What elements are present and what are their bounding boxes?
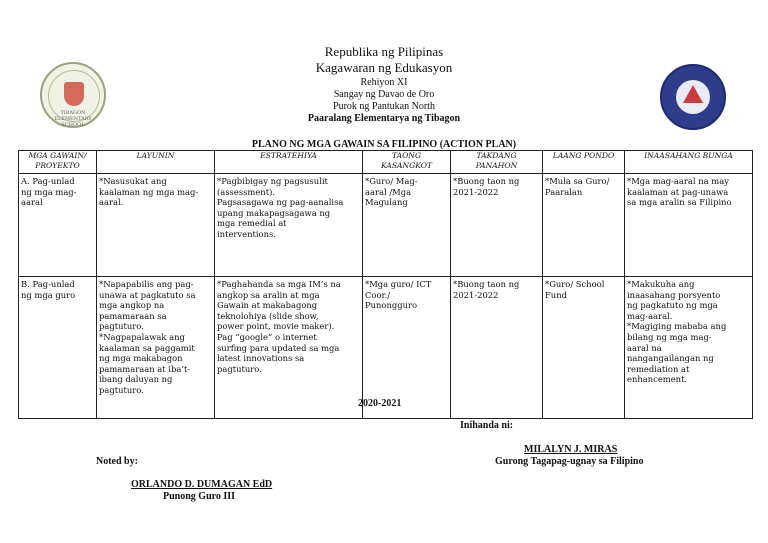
table-cell: A. Pag-unlad ng mga mag- aaral xyxy=(19,174,97,277)
table-header-row xyxy=(19,151,753,174)
school-heading: Paaralang Elementarya ng Tibagon xyxy=(307,113,461,124)
table-cell: *Mga mag-aaral na may kaalaman at pag-unawa sa mga aralin sa Filipino xyxy=(625,174,753,277)
col-header: TAKDANG PANAHON xyxy=(451,151,543,174)
table-cell: *Mula sa Guro/ Paaralan xyxy=(543,174,625,277)
noter-position: Punong Guro III xyxy=(163,491,236,502)
deped-seal-icon xyxy=(660,64,726,130)
noted-by-label: Noted by: xyxy=(96,456,138,467)
school-seal-icon xyxy=(40,62,106,128)
noter-name: ORLANDO D. DUMAGAN EdD xyxy=(131,479,273,490)
table-cell: *Guro/ Mag- aaral /Mga Magulang xyxy=(363,174,451,277)
table-cell: *Guro/ School Fund xyxy=(543,277,625,419)
division-heading: Sangay ng Davao de Oro xyxy=(333,89,435,100)
table-cell: B. Pag-unlad ng mga guro xyxy=(19,277,97,419)
table-cell: *Makukuha ang inaasahang porsyento ng pagkatuto ng mga mag-aaral. *Magiging mababa ang bilang ng mga mag- aaral na nangangailangan ng remediation at enhancement. xyxy=(625,277,753,419)
table-cell: *Napapabilis ang pag- unawa at pagkatuto sa mga angkop na pamamaraan sa pagtuturo. *Nagpapalawak ang kaalaman sa paggamit ng mga makabagon pamamaraan at iba’t- ibang daluyan ng pagtuturo. xyxy=(97,277,215,419)
col-header: LAANG PONDO xyxy=(543,151,625,174)
col-header: MGA GAWAIN/ PROYEKTO xyxy=(19,151,97,174)
table-cell: *Mga guro/ ICT Coor./ Punongguro xyxy=(363,277,451,419)
table-cell: *Pagbibigay ng pagsusulit (assessment). Pagsasagawa ng pag-aanalisa upang makapagsagawa ng mga remedial at interventions. xyxy=(215,174,363,277)
preparer-name: MILALYN J. MIRAS xyxy=(524,444,618,455)
district-heading: Purok ng Pantukan North xyxy=(333,101,435,112)
col-header: TAONG KASANGKOT xyxy=(363,151,451,174)
table-cell: *Buong taon ng 2021-2022 xyxy=(451,174,543,277)
department-heading: Kagawaran ng Edukasyon xyxy=(315,60,453,75)
col-header: LAYUNIN xyxy=(97,151,215,174)
action-plan-table xyxy=(18,150,753,419)
region-heading: Rehiyon XI xyxy=(360,77,408,88)
school-seal-text: TIBAGON ELEMENTARY SCHOOL xyxy=(54,110,92,128)
republic-heading: Republika ng Pilipinas xyxy=(324,44,444,59)
preparer-position: Gurong Tagapag-ugnay sa Filipino xyxy=(495,456,644,467)
school-year: 2020-2021 xyxy=(358,398,402,409)
col-header: INAASAHANG BUNGA xyxy=(625,151,753,174)
table-cell: *Paghahanda sa mga IM’s na angkop sa aralin at mga Gawain at makabagong teknolohiya (slide show, power point, movie maker). Pag “google” o internet surfing para updated sa mga latest innovations sa pagtuturo. xyxy=(215,277,363,419)
document-title: PLANO NG MGA GAWAIN SA FILIPINO (ACTION PLAN) xyxy=(251,139,517,150)
table-cell: *Buong taon ng 2021-2022 xyxy=(451,277,543,419)
table-cell: *Nasusukat ang kaalaman ng mga mag- aaral. xyxy=(97,174,215,277)
table-row xyxy=(19,174,753,277)
col-header: ESTRATEHIYA xyxy=(215,151,363,174)
prepared-by-label: Inihanda ni: xyxy=(460,420,514,431)
